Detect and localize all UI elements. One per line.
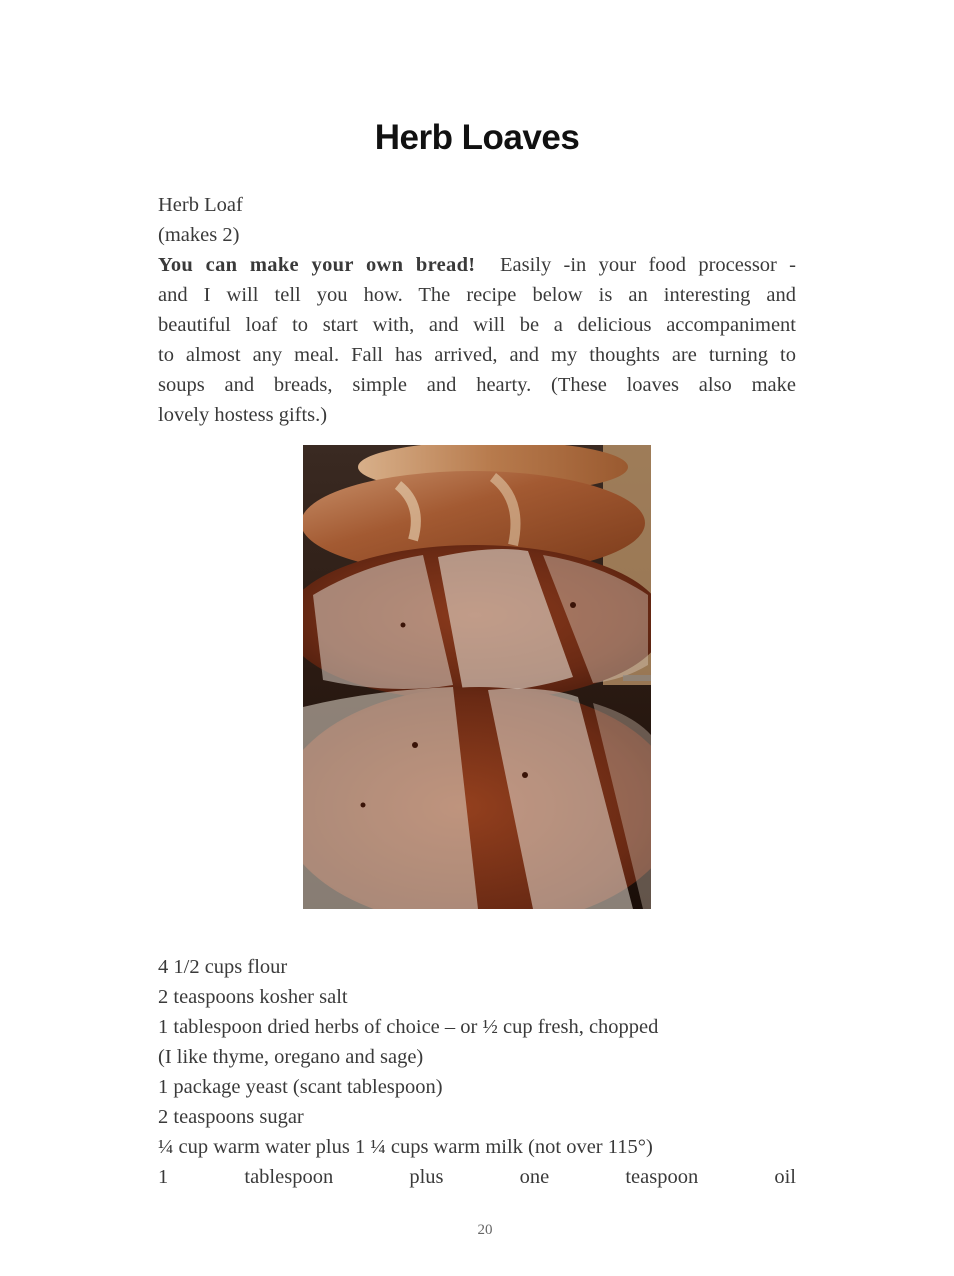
- intro-line-3: beautiful loaf to start with, and will be a delicious accompaniment: [158, 314, 796, 336]
- ingredient-item: 1 tablespoon plus one teaspoon oil: [158, 1166, 796, 1188]
- intro-line-6: lovely hostess gifts.): [158, 404, 328, 426]
- intro-line-1: Easily -in your food processor -: [500, 254, 797, 276]
- recipe-yield: (makes 2): [158, 224, 240, 246]
- ingredient-item: 2 teaspoons kosher salt: [158, 986, 348, 1008]
- ingredient-item: 1 tablespoon dried herbs of choice – or ½ cup fresh, chopped: [158, 1016, 659, 1038]
- intro-line-5: soups and breads, simple and hearty. (These loaves also make: [158, 374, 796, 396]
- page-title: Herb Loaves: [374, 118, 580, 157]
- intro-line-4: to almost any meal. Fall has arrived, and my thoughts are turning to: [158, 344, 796, 366]
- intro-line-2: and I will tell you how. The recipe below is an interesting and: [158, 284, 796, 306]
- intro-lead-bold: You can make your own bread!: [158, 254, 476, 276]
- page-number: 20: [477, 1222, 493, 1238]
- ingredient-item: ¼ cup warm water plus 1 ¼ cups warm milk (not over 115°): [158, 1136, 653, 1158]
- ingredient-item: (I like thyme, oregano and sage): [158, 1046, 424, 1068]
- intro-section: [158, 190, 796, 430]
- ingredients-list: [158, 952, 796, 1192]
- recipe-name: Herb Loaf: [158, 194, 243, 216]
- ingredient-item: 2 teaspoons sugar: [158, 1106, 304, 1128]
- intro-paragraph-line: [158, 250, 796, 280]
- ingredient-item: 1 package yeast (scant tablespoon): [158, 1076, 443, 1098]
- ingredient-item: 4 1/2 cups flour: [158, 956, 288, 978]
- bread-loaves-photo: [303, 445, 651, 909]
